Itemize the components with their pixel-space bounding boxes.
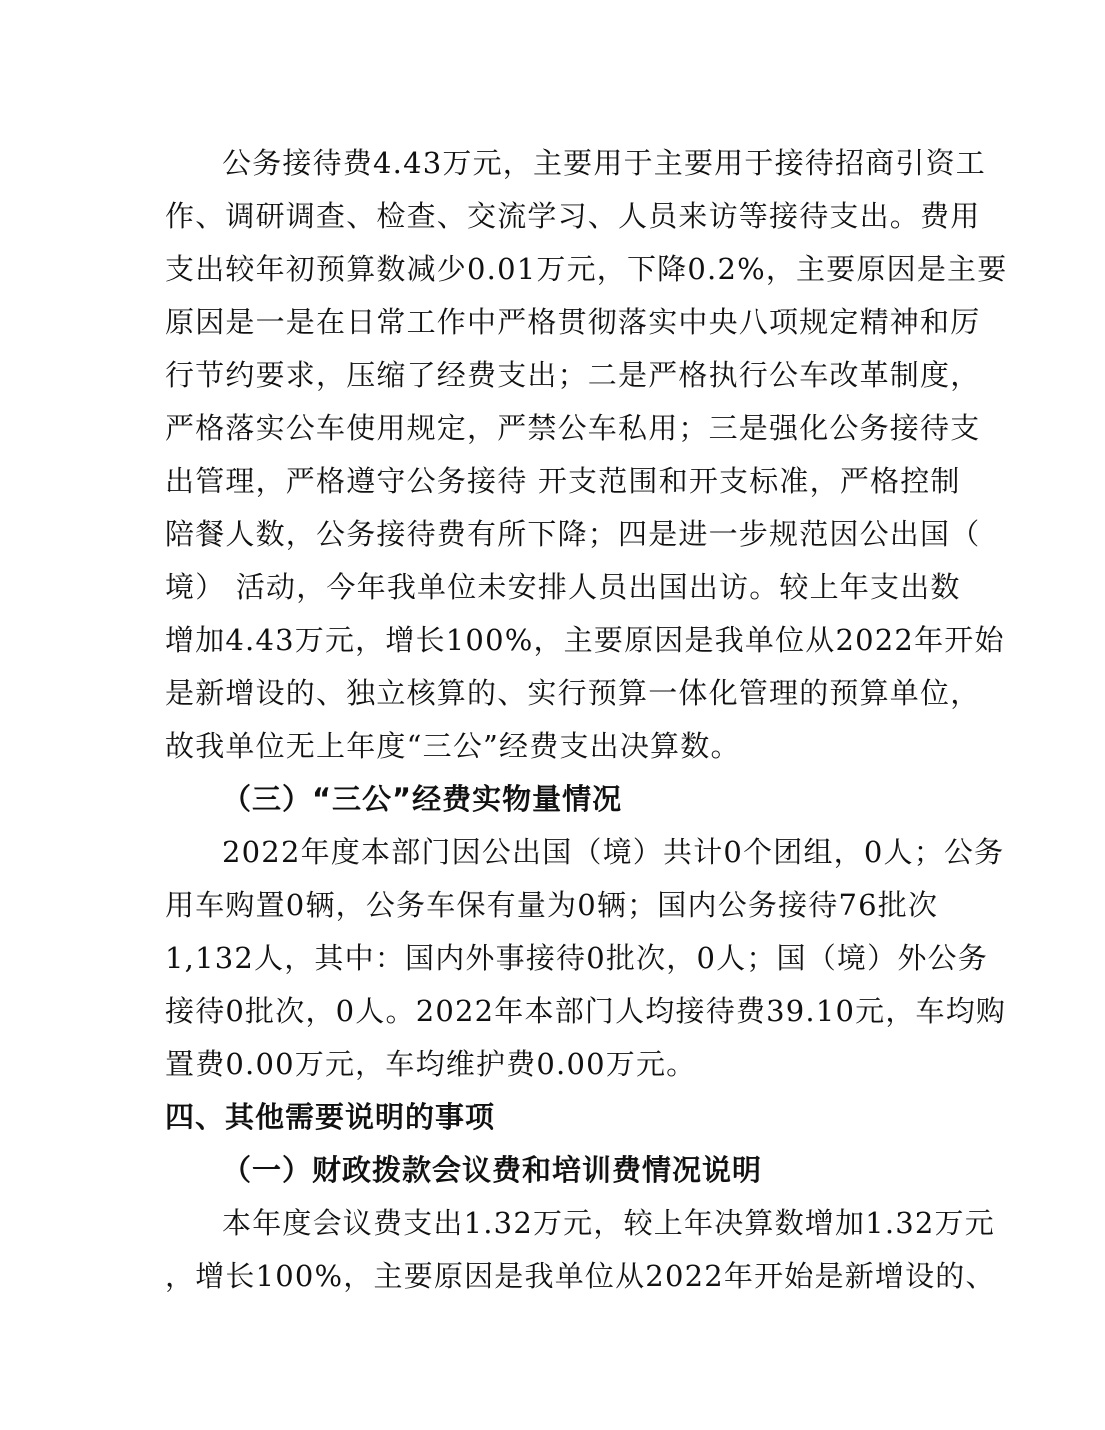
paragraph-line: ，增长100%，主要原因是我单位从2022年开始是新增设的、 [165, 1259, 996, 1293]
subsection-heading: （一）财政拨款会议费和培训费情况说明 [222, 1153, 763, 1187]
paragraph-line: 故我单位无上年度“三公”经费支出决算数。 [165, 729, 741, 763]
paragraph-line: 作、调研调查、检查、交流学习、人员来访等接待支出。费用 [165, 199, 981, 233]
section-heading: （三）“三公”经费实物量情况 [222, 782, 623, 816]
paragraph-line: 用车购置0辆，公务车保有量为0辆；国内公务接待76批次 [165, 888, 939, 922]
section-heading: 四、其他需要说明的事项 [165, 1100, 496, 1134]
paragraph-line: 2022年度本部门因公出国（境）共计0个团组，0人；公务 [222, 835, 1005, 869]
paragraph-line: 严格落实公车使用规定，严禁公车私用；三是强化公务接待支 [165, 411, 981, 445]
paragraph-line: 1,132人，其中：国内外事接待0批次，0人；国（境）外公务 [165, 941, 988, 975]
paragraph-line: 支出较年初预算数减少0.01万元，下降0.2%，主要原因是主要 [165, 252, 1008, 286]
paragraph-line: 本年度会议费支出1.32万元，较上年决算数增加1.32万元 [222, 1206, 995, 1240]
paragraph-line: 置费0.00万元，车均维护费0.00万元。 [165, 1047, 697, 1081]
paragraph-line: 原因是一是在日常工作中严格贯彻落实中央八项规定精神和厉 [165, 305, 981, 339]
paragraph-line: 公务接待费4.43万元，主要用于主要用于接待招商引资工 [222, 146, 986, 180]
paragraph-line: 增加4.43万元，增长100%，主要原因是我单位从2022年开始 [165, 623, 1005, 657]
paragraph-line: 是新增设的、独立核算的、实行预算一体化管理的预算单位， [165, 676, 981, 710]
paragraph-line: 行节约要求，压缩了经费支出；二是严格执行公车改革制度， [165, 358, 981, 392]
paragraph-line: 陪餐人数，公务接待费有所下降；四是进一步规范因公出国（ [165, 517, 981, 551]
paragraph-line: 出管理，严格遵守公务接待 开支范围和开支标准，严格控制 [165, 464, 961, 498]
paragraph-line: 境） 活动，今年我单位未安排人员出国出访。较上年支出数 [165, 570, 961, 604]
paragraph-line: 接待0批次，0人。2022年本部门人均接待费39.10元，车均购 [165, 994, 1007, 1028]
